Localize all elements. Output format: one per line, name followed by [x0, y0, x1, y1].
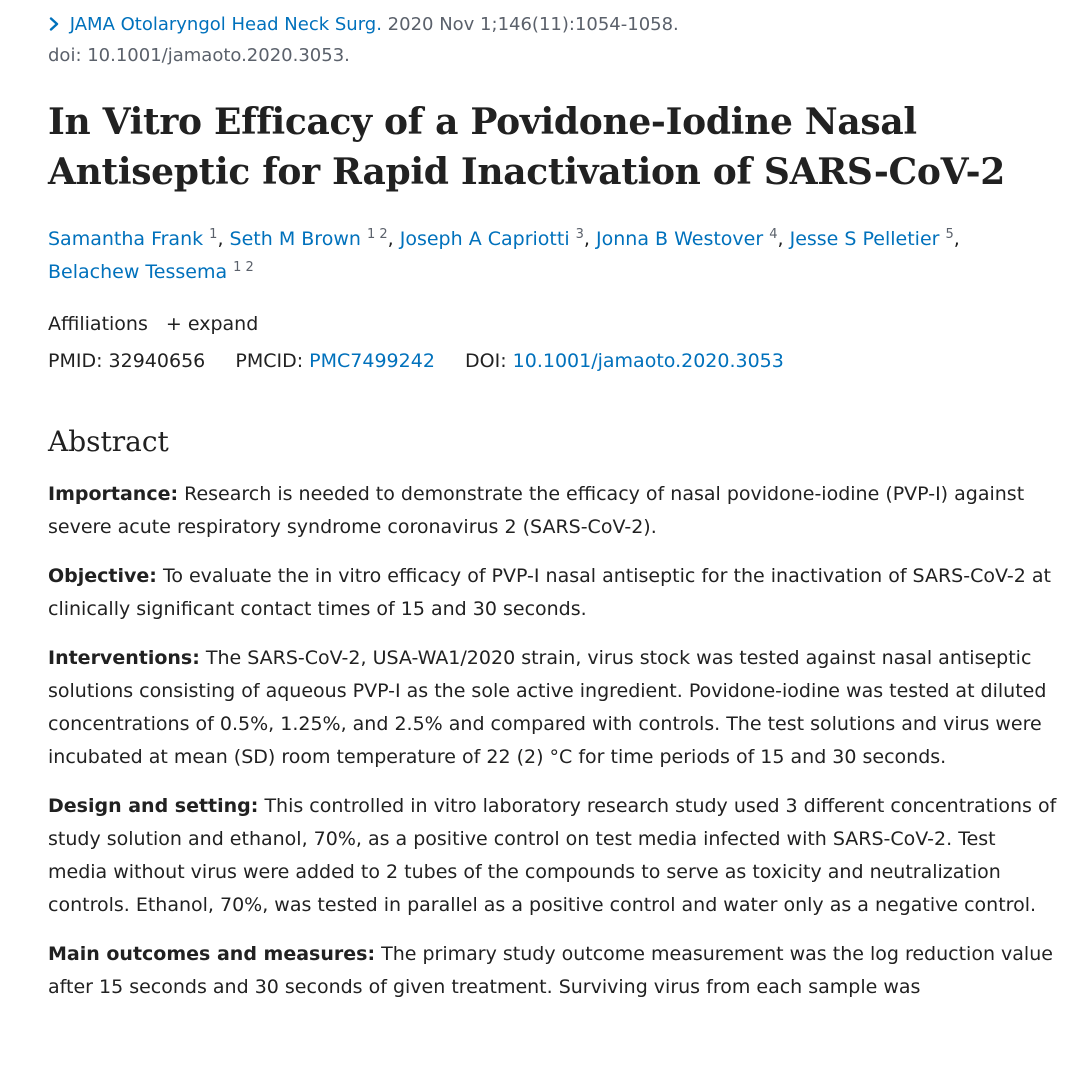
- section-label: Importance:: [48, 483, 179, 505]
- abstract-body: [48, 478, 1058, 1020]
- pmcid-label: PMCID:: [235, 350, 304, 372]
- section-text: The SARS-CoV-2, USA-WA1/2020 strain, virus stock was tested against nasal antiseptic solutions consisting of aqueous PVP-I as the sole active ingredient. Povidone-iodine was tested at diluted concentrations of 0.5%, 1.25%, and 2.5% and compared with controls. The test solutions and virus were incubated at mean (SD) room temperature of 22 (2) °C for time periods of 15 and 30 seconds.: [48, 647, 1047, 768]
- section-label: Interventions:: [48, 647, 200, 669]
- pmid-label: PMID:: [48, 350, 103, 372]
- doi-label: DOI:: [465, 350, 507, 372]
- abstract-section-design: [48, 790, 1058, 922]
- section-text: Research is needed to demonstrate the efficacy of nasal povidone-iodine (PVP-I) against severe acute respiratory syndrome coronavirus 2 (SARS-CoV-2).: [48, 483, 1025, 538]
- affiliations-label: Affiliations: [48, 313, 148, 335]
- identifiers-row: [48, 346, 784, 376]
- section-text: The primary study outcome measurement was the log reduction value after 15 seconds and 30 seconds of given treatment. Surviving virus from each sample was: [48, 943, 1053, 998]
- citation-doi: doi: 10.1001/jamaoto.2020.3053.: [48, 45, 350, 66]
- author-link[interactable]: Belachew Tessema: [48, 261, 228, 283]
- affiliation-ref[interactable]: 4: [769, 227, 778, 242]
- author-link[interactable]: Seth M Brown: [229, 228, 361, 250]
- article-title: In Vitro Efficacy of a Povidone-Iodine Nasal Antiseptic for Rapid Inactivation of SARS-CoV-2: [48, 101, 1005, 193]
- citation-details: 2020 Nov 1;146(11):1054-1058.: [387, 14, 679, 35]
- doi-link[interactable]: 10.1001/jamaoto.2020.3053: [512, 350, 784, 372]
- section-label: Main outcomes and measures:: [48, 943, 376, 965]
- abstract-section-importance: [48, 478, 1058, 544]
- author-link[interactable]: Joseph A Capriotti: [399, 228, 570, 250]
- section-label: Objective:: [48, 565, 157, 587]
- affiliations-row: [48, 310, 258, 338]
- author-link[interactable]: Jonna B Westover: [596, 228, 764, 250]
- author-link[interactable]: Jesse S Pelletier: [789, 228, 940, 250]
- affiliation-ref[interactable]: 5: [945, 227, 954, 242]
- section-text: To evaluate the in vitro efficacy of PVP-I nasal antiseptic for the inactivation of SARS-CoV-2 at clinically significant contact times of 15 and 30 seconds.: [48, 565, 1051, 620]
- section-label: Design and setting:: [48, 795, 259, 817]
- chevron-right-icon: [48, 12, 64, 40]
- abstract-section-outcomes: [48, 938, 1058, 1004]
- citation-line: [48, 11, 679, 40]
- pmid-value: 32940656: [108, 350, 206, 372]
- abstract-section-objective: [48, 560, 1058, 626]
- section-text: This controlled in vitro laboratory research study used 3 different concentrations of study solution and ethanol, 70%, as a positive control on test media infected with SARS-CoV-2. Test media without virus were added to 2 tubes of the compounds to serve as toxicity and neutralization controls. Ethanol, 70%, was tested in parallel as a positive control and water only as a negative control.: [48, 795, 1057, 916]
- abstract-heading: Abstract: [48, 425, 169, 458]
- affiliation-ref[interactable]: 1 2: [233, 260, 254, 275]
- author-link[interactable]: Samantha Frank: [48, 228, 204, 250]
- affiliation-ref[interactable]: 1 2: [366, 227, 388, 242]
- journal-link[interactable]: JAMA Otolaryngol Head Neck Surg.: [69, 14, 382, 35]
- affiliation-ref[interactable]: 1: [209, 227, 218, 242]
- affiliations-expand-button[interactable]: + expand: [165, 313, 259, 335]
- abstract-section-interventions: [48, 642, 1058, 774]
- author-list: Samantha Frank $^1$, Seth M Brown $^{1 2}$, Joseph A Capriotti $^3$, Jonna B Westover $^4$, Jesse S Pelletier $^5$, Belachew Tessema $^{1 2}$: [48, 227, 960, 283]
- pmcid-link[interactable]: PMC7499242: [309, 350, 435, 372]
- affiliation-ref[interactable]: 3: [575, 227, 584, 242]
